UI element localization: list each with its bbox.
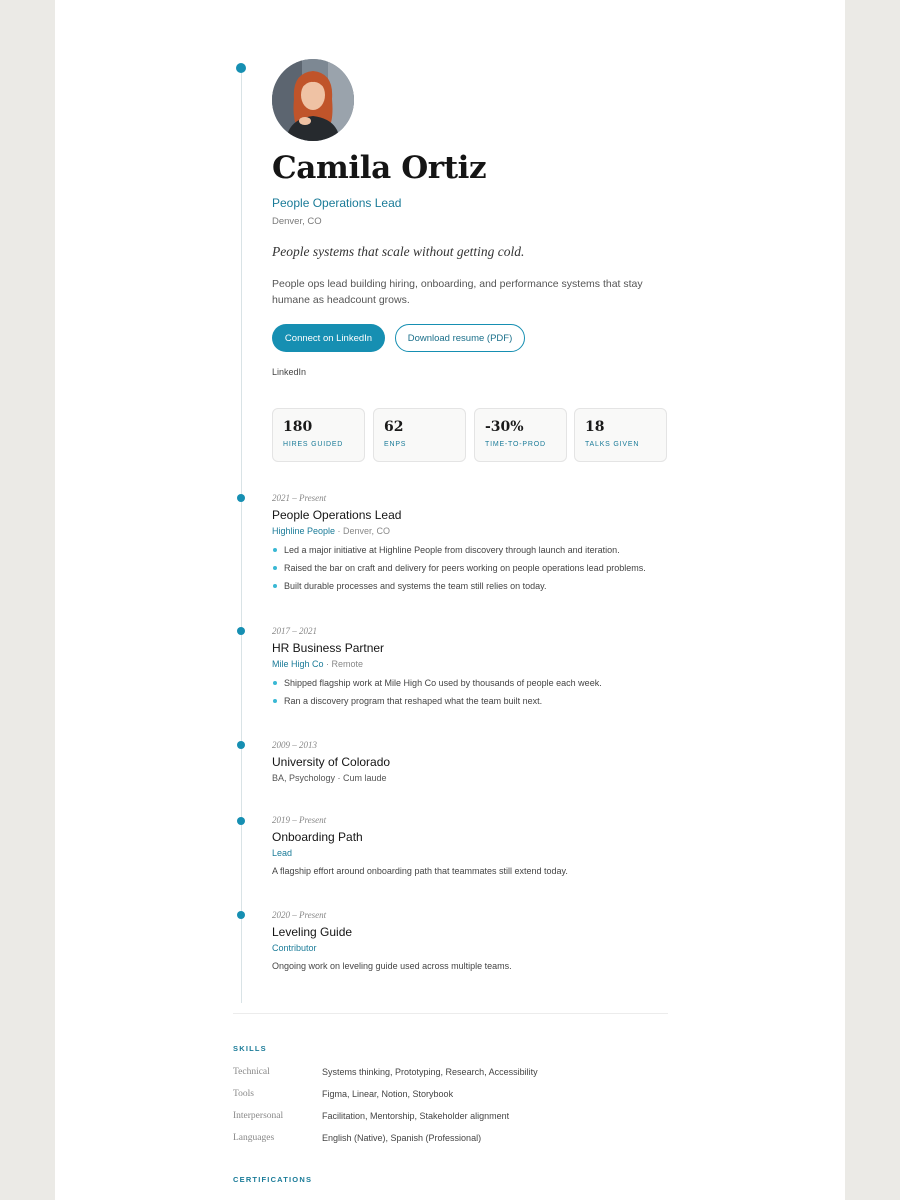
stat-card <box>272 408 365 462</box>
bullet-icon <box>273 584 277 588</box>
stat-value: -30% <box>485 419 524 435</box>
bullet-icon <box>273 566 277 570</box>
profile-location: Denver, CO <box>272 216 322 227</box>
avatar <box>272 59 354 141</box>
timeline-dot <box>237 911 245 919</box>
entry-subtitle <box>272 659 672 669</box>
bullet-icon <box>273 699 277 703</box>
entry-date: 2021 – Present <box>272 493 327 503</box>
profile-tagline: People systems that scale without getting cold. <box>272 244 525 259</box>
bullet-text: Led a major initiative at Highline People from discovery through launch and iteration. <box>284 545 620 555</box>
entry-subtitle: BA, Psychology · Cum laude <box>272 773 387 783</box>
entry-title: Leveling Guide <box>272 925 353 939</box>
entry-title: University of Colorado <box>272 755 391 769</box>
skill-category: Interpersonal <box>233 1111 284 1121</box>
entry-bullets <box>272 678 672 707</box>
stat-value: 18 <box>585 419 605 435</box>
entry-date: 2009 – 2013 <box>272 740 317 750</box>
stat-label: TALKS GIVEN <box>585 441 640 448</box>
entry-org: Highline People <box>272 526 336 536</box>
stat-card <box>474 408 567 462</box>
profile-name: Camila Ortiz <box>272 150 487 186</box>
bullet-text: Raised the bar on craft and delivery for peers working on people operations lead problems. <box>284 563 646 573</box>
skill-category: Languages <box>233 1133 275 1143</box>
project-entry <box>272 910 672 971</box>
connect-linkedin-button[interactable]: Connect on LinkedIn <box>272 324 385 352</box>
bullet-text: Built durable processes and systems the team still relies on today. <box>284 581 547 591</box>
entry-bullets <box>272 545 672 592</box>
timeline-dot <box>237 627 245 635</box>
skill-values: Figma, Linear, Notion, Storybook <box>322 1089 454 1099</box>
stat-value: 180 <box>283 419 313 435</box>
section-divider <box>233 1013 668 1014</box>
experience-entry <box>272 626 672 714</box>
skill-category: Technical <box>233 1067 270 1077</box>
certifications-heading: CERTIFICATIONS <box>233 1175 313 1184</box>
entry-date: 2017 – 2021 <box>272 626 317 636</box>
bullet-text: Ran a discovery program that reshaped what the team built next. <box>284 696 543 706</box>
bullet-text: Shipped flagship work at Mile High Co used by thousands of people each week. <box>284 678 602 688</box>
stat-label: TIME-TO-PROD <box>485 441 546 448</box>
entry-role <box>272 943 672 953</box>
entry-subtitle <box>272 526 672 536</box>
skill-values: English (Native), Spanish (Professional) <box>322 1133 482 1143</box>
download-resume-button[interactable]: Download resume (PDF) <box>395 324 525 352</box>
skill-category: Tools <box>233 1089 254 1099</box>
entry-role <box>272 848 672 858</box>
entry-title: People Operations Lead <box>272 508 402 522</box>
bullet-icon <box>273 548 277 552</box>
skills-heading: SKILLS <box>233 1044 267 1053</box>
avatar-portrait-icon <box>272 59 354 141</box>
entry-title: HR Business Partner <box>272 641 385 655</box>
profile-role: People Operations Lead <box>272 196 402 210</box>
entry-role-text: Lead <box>272 848 293 858</box>
entry-description: Ongoing work on leveling guide used across multiple teams. <box>272 961 512 971</box>
list-item <box>272 581 672 592</box>
list-item <box>272 696 672 707</box>
timeline-dot <box>236 63 246 73</box>
linkedin-link[interactable]: LinkedIn <box>272 367 307 377</box>
project-entry <box>272 815 672 876</box>
timeline-dot <box>237 741 245 749</box>
timeline-dot <box>237 494 245 502</box>
stat-card <box>373 408 466 462</box>
entry-meta: · Denver, CO <box>335 526 391 536</box>
resume-page <box>55 0 845 1200</box>
stat-label: HIRES GUIDED <box>283 441 344 448</box>
skill-values: Facilitation, Mentorship, Stakeholder alignment <box>322 1111 510 1121</box>
experience-entry <box>272 493 672 599</box>
list-item <box>272 563 672 574</box>
list-item <box>272 678 672 689</box>
education-entry <box>272 740 672 783</box>
entry-role-text: Contributor <box>272 943 317 953</box>
stat-card <box>574 408 667 462</box>
profile-bio: People ops lead building hiring, onboarding, and performance systems that stay humane as headcount grows. <box>272 278 643 306</box>
timeline-line <box>241 68 242 1003</box>
skill-values: Systems thinking, Prototyping, Research, Accessibility <box>322 1067 538 1077</box>
entry-title: Onboarding Path <box>272 830 363 844</box>
entry-description: A flagship effort around onboarding path that teammates still extend today. <box>272 866 568 876</box>
timeline-dot <box>237 817 245 825</box>
entry-date: 2019 – Present <box>272 815 327 825</box>
stat-value: 62 <box>384 419 404 435</box>
stat-label: ENPS <box>384 441 407 448</box>
entry-date: 2020 – Present <box>272 910 327 920</box>
list-item <box>272 545 672 556</box>
entry-org: Mile High Co <box>272 659 324 669</box>
entry-meta: · Remote <box>323 659 364 669</box>
bullet-icon <box>273 681 277 685</box>
